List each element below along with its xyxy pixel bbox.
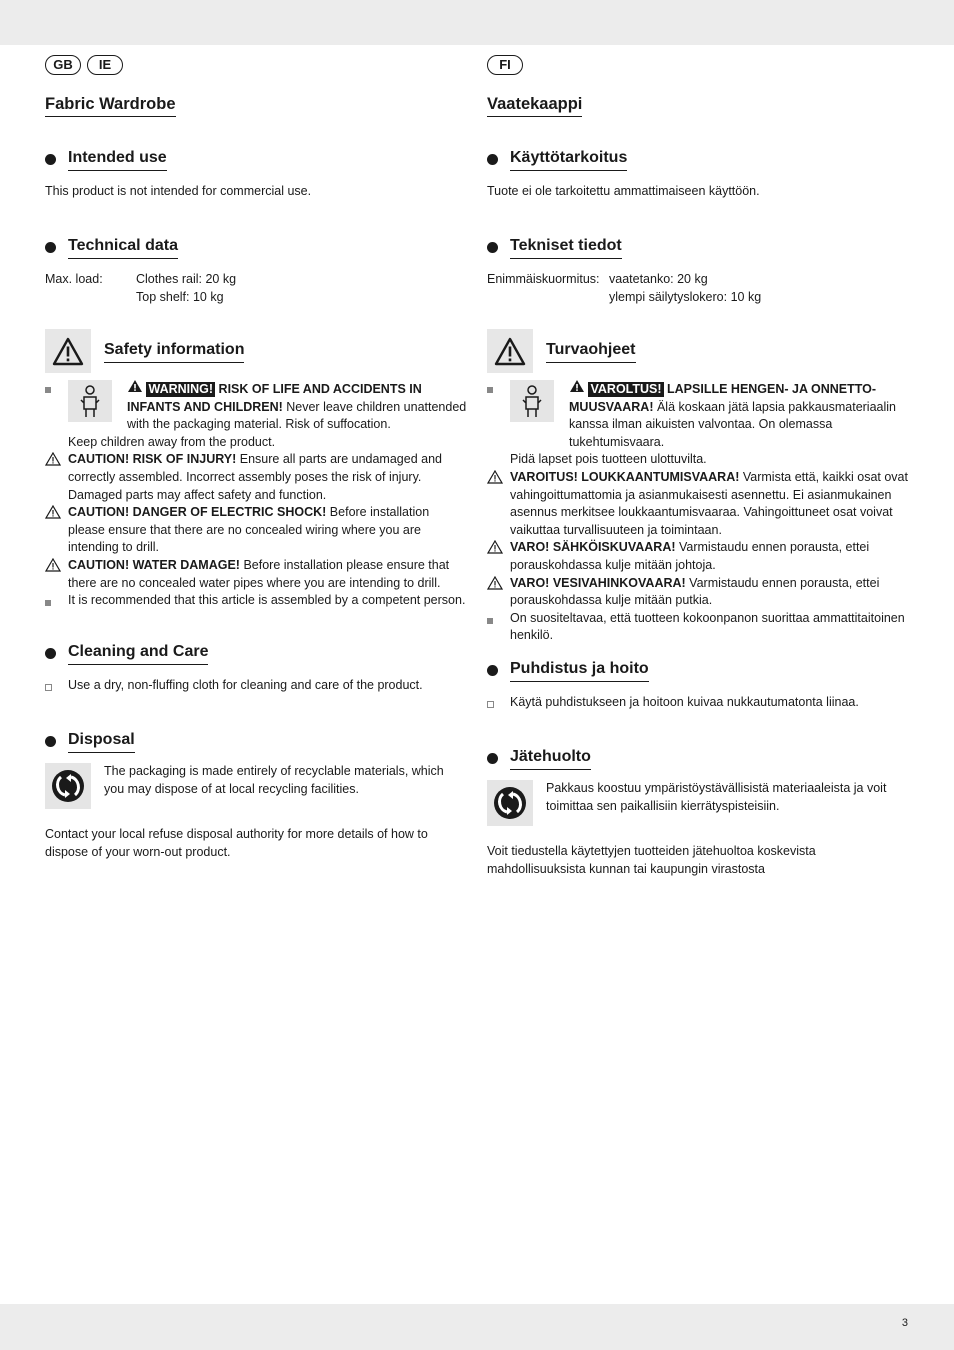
top-shelf-load: ylempi säilytyslokero: 10 kg [609,289,762,304]
child-hazard-icon [68,380,112,422]
top-shelf-load: Top shelf: 10 kg [136,289,224,304]
clothes-rail-load: Clothes rail: 20 kg [136,272,237,286]
bullet-dot-icon [45,242,56,253]
square-bullet-icon [45,600,51,606]
section-heading: Puhdistus ja hoito [510,658,649,682]
square-bullet-icon [487,387,493,393]
intended-use-text: Tuote ei ole tarkoitettu ammattimaiseen käyttöön. [487,184,760,198]
green-dot-recycle-icon [45,763,91,809]
injury-warning-item [487,469,909,539]
bullet-dot-icon [487,154,498,165]
water-warning-text: Varmistaudu ennen porausta, ettei porauskohdassa kulje mitään putkia. [510,575,880,608]
language-badges [487,55,909,77]
open-square-bullet-icon [487,701,494,708]
section-intended-use [45,147,311,201]
disposal-product-text: Voit tiedustella käytettyjen tuotteiden jätehuoltoa koskevista mahdollisuuksista kunnan tai kaupungin virastosta [487,844,816,876]
child-warning-text: Never leave children unattended with the packaging material. Risk of suffocation. [127,399,467,432]
child-warning-heading: RISK OF LIFE AND ACCIDENTS IN INFANTS AND CHILDREN! [127,382,422,414]
child-warning-text: Älä koskaan jätä lapsia pakkausmateriaalin kanssa ilman aikuisten valvontaa. On olemassa tukehtumisvaara. [569,399,896,449]
assembly-note-item [45,592,467,610]
disposal-product-text: Contact your local refuse disposal authority for more details of how to dispose of your worn-out product. [45,827,428,859]
max-load-label: Enimmäiskuormitus: [487,272,600,286]
cleaning-item [45,677,423,695]
top-band [0,0,954,45]
product-title: Vaatekaappi [487,93,582,117]
child-warning-item [45,379,467,451]
bullet-dot-icon [45,648,56,659]
max-load-label: Max. load: [45,272,103,286]
language-badge-ie: IE [87,55,123,75]
injury-warning-heading: VAROITUS! LOUKKAANTUMISVAARA! [510,469,740,484]
cleaning-text: Use a dry, non-fluffing cloth for cleaning and care of the product. [68,678,423,692]
section-heading: Tekniset tiedot [510,235,622,259]
cleaning-text: Käytä puhdistukseen ja hoitoon kuivaa nukkautumatonta liinaa. [510,695,859,709]
injury-warning-text: Ensure all parts are undamaged and correctly assembled. Incorrect assembly poses the risk of injury. Damaged parts may affect safety and function. [68,452,442,502]
column-finnish [487,55,909,876]
water-warning-heading: VARO! VESIVAHINKOVAARA! [510,575,686,590]
warning-outline-icon [45,451,61,472]
child-hazard-icon [510,380,554,422]
section-cleaning [45,641,423,695]
warning-outline-icon [487,539,503,560]
injury-warning-heading: CAUTION! RISK OF INJURY! [68,452,237,467]
square-bullet-icon [487,618,493,624]
section-heading: Disposal [68,729,135,753]
child-warning-heading: LAPSILLE HENGEN- JA ONNETTO-MUUSVAARA! [569,382,877,414]
water-warning-heading: CAUTION! WATER DAMAGE! [68,557,240,572]
open-square-bullet-icon [45,684,52,691]
section-heading: Käyttötarkoitus [510,147,627,171]
section-heading: Jätehuolto [510,746,591,770]
cleaning-item [487,694,859,712]
warning-small-icon [569,379,585,399]
clothes-rail-load: vaatetanko: 20 kg [609,272,708,286]
page-number: 3 [901,1317,908,1329]
section-heading: Intended use [68,147,167,171]
section-safety-information [45,329,467,610]
warning-label: VAROLTUS! [590,382,662,396]
intended-use-text: This product is not intended for commercial use. [45,184,312,198]
section-disposal [487,746,909,878]
injury-warning-item [45,451,467,504]
section-disposal [45,729,467,861]
assembly-note-item [487,610,909,645]
section-heading: Cleaning and Care [68,641,208,665]
product-title: Fabric Wardrobe [45,93,176,117]
bullet-dot-icon [487,665,498,676]
assembly-note-text: On suositeltavaa, että tuotteen kokoonpanon suorittaa ammattitaitoinen henkilö. [510,610,905,643]
warning-label: WARNING! [148,382,214,396]
electric-shock-warning-item [45,504,467,557]
water-damage-warning-item [45,557,467,592]
warning-small-icon [127,379,143,399]
child-warning-item [487,379,909,469]
disposal-packaging-text: The packaging is made entirely of recyclable materials, which you may dispose of at local recycling facilities. [104,764,444,796]
water-damage-warning-item [487,575,909,610]
warning-outline-icon [487,469,503,490]
child-warning-continuation: Keep children away from the product. [68,434,276,449]
section-heading: Turvaohjeet [546,339,636,363]
square-bullet-icon [45,387,51,393]
electric-warning-text: Varmistaudu ennen porausta, ettei porauskohdassa kulje mitään johtoja. [510,540,870,572]
section-heading: Technical data [68,235,178,259]
bullet-dot-icon [487,242,498,253]
electric-warning-text: Before installation please ensure that there are no concealed wiring where you are intending to drill. [68,505,430,555]
bullet-dot-icon [45,154,56,165]
section-technical-data [487,235,761,306]
child-warning-continuation: Pidä lapset pois tuotteen ulottuvilta. [510,452,707,467]
bullet-dot-icon [45,736,56,747]
language-badge-fi: FI [487,55,523,75]
column-english [45,55,467,859]
assembly-note-text: It is recommended that this article is assembled by a competent person. [68,593,466,608]
bottom-band [0,1304,954,1350]
section-cleaning [487,658,859,712]
section-safety-information [487,329,909,645]
water-warning-text: Before installation please ensure that there are no concealed water pipes where you are intending to drill. [68,557,450,590]
electric-warning-heading: CAUTION! DANGER OF ELECTRIC SHOCK! [68,505,327,520]
language-badges [45,55,467,77]
warning-outline-icon [487,575,503,596]
green-dot-recycle-icon [487,780,533,826]
warning-outline-icon [45,557,61,578]
section-heading: Safety information [104,339,244,363]
warning-outline-icon [45,504,61,525]
injury-warning-text: Varmista että, kaikki osat ovat vahingoittumattomia ja asianmukaisesti asennettu. Ei asianmukainen asennus merkitsee loukkaantumisvaaraa. Vahingoittuneet osat voivat vaikuttaa turvallisuuteen ja toimintaan. [510,469,908,537]
electric-warning-heading: VARO! SÄHKÖISKUVAARA! [510,540,676,555]
section-technical-data [45,235,236,306]
section-intended-use [487,147,760,201]
warning-triangle-icon [487,329,533,373]
disposal-packaging-text: Pakkaus koostuu ympäristöystävällisistä materiaaleista ja voit toimittaa sen paikallisiin kierrätyspisteisiin. [546,781,887,813]
warning-triangle-icon [45,329,91,373]
bullet-dot-icon [487,753,498,764]
language-badge-gb: GB [45,55,81,75]
electric-shock-warning-item [487,539,909,574]
